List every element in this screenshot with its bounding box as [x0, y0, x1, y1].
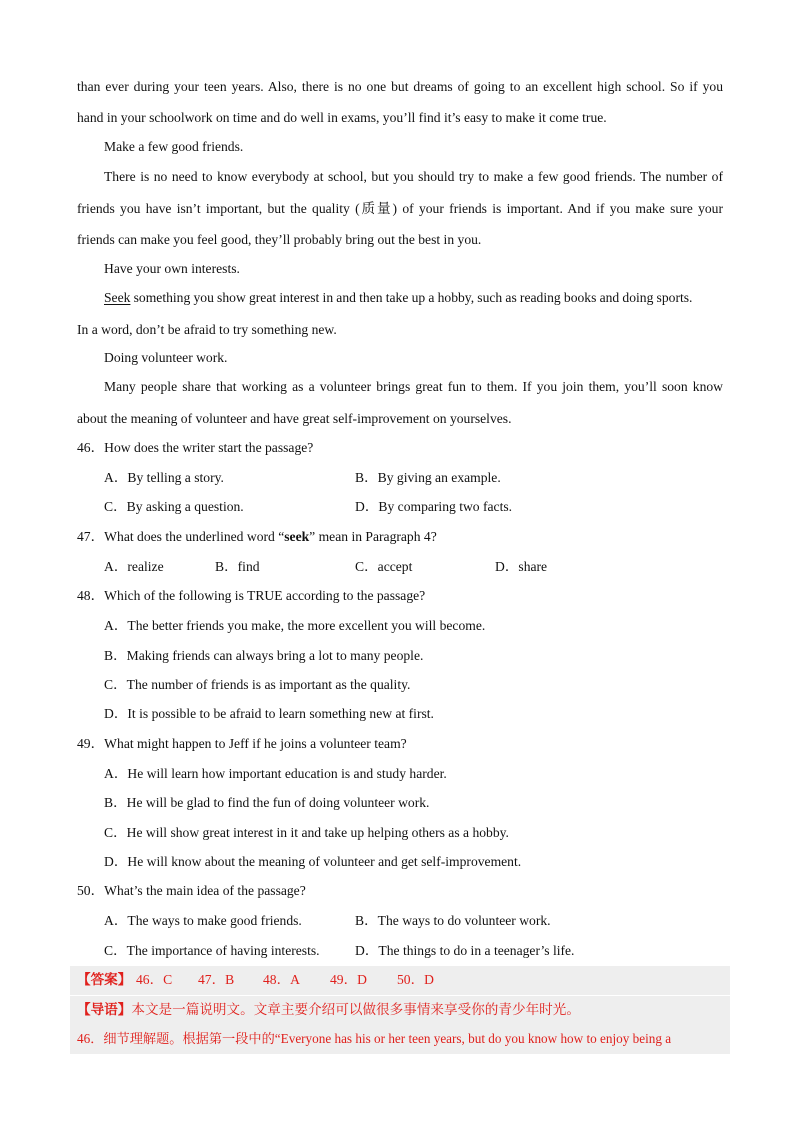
option-b: B．He will be glad to find the fun of doing volunteer work. — [104, 795, 430, 810]
paragraph-heading: Make a few good friends. — [104, 139, 244, 154]
answer-item: 47．B — [198, 972, 235, 987]
passage-line: hand in your schoolwork on time and do well in exams, you’ll find it’s easy to make it come true. — [77, 110, 607, 125]
question-stem: 48．Which of the following is TRUE according to the passage? — [77, 588, 426, 603]
option-d: D．He will know about the meaning of volunteer and get self-improvement. — [104, 854, 522, 869]
explanation-46: 46．细节理解题。根据第一段中的“Everyone has his or her teen years, but do you know how to enjoy being a — [77, 1031, 672, 1046]
passage-line-rest: something you show great interest in and then take up a hobby, such as reading books and doing sports. — [130, 290, 693, 305]
option-b: B．The ways to do volunteer work. — [355, 913, 551, 928]
guide-text: 本文是一篇说明文。文章主要介绍可以做很多事情来享受你的青少年时光。 — [131, 1002, 580, 1017]
paragraph-heading: Doing volunteer work. — [104, 350, 228, 365]
question-stem — [77, 527, 437, 547]
stem-bold-word: seek — [284, 529, 310, 544]
answer-item: 46．C — [136, 972, 173, 987]
passage-line: In a word, don’t be afraid to try something new. — [77, 322, 337, 337]
option-d: D．The things to do in a teenager’s life. — [355, 943, 575, 958]
option-d: D．By comparing two facts. — [355, 499, 513, 514]
answer-item: 48．A — [263, 972, 301, 987]
underlined-word: Seek — [104, 290, 131, 305]
guide-line — [77, 1000, 580, 1020]
stem-text: 47．What does the underlined word “ — [77, 529, 285, 544]
option-a: A．realize — [104, 559, 164, 574]
option-a: A．He will learn how important education is and study harder. — [104, 766, 447, 781]
option-a: A．The better friends you make, the more excellent you will become. — [104, 618, 486, 633]
paragraph-heading: Have your own interests. — [104, 261, 240, 276]
option-d: D．It is possible to be afraid to learn something new at first. — [104, 706, 434, 721]
passage-line: friends can make you feel good, they’ll probably bring out the best in you. — [77, 232, 482, 247]
passage-line: than ever during your teen years. Also, there is no one but dreams of going to an excellent high school. So if you — [77, 79, 723, 94]
passage-line — [104, 288, 692, 308]
stem-text: ” mean in Paragraph 4? — [309, 529, 437, 544]
passage-line: friends you have isn’t important, but the quality (质量) of your friends is important. And if you make sure your — [77, 201, 723, 216]
option-a: A．By telling a story. — [104, 470, 224, 485]
option-c: C．The importance of having interests. — [104, 943, 320, 958]
answer-label: 【答案】 — [77, 972, 132, 987]
option-c: C．By asking a question. — [104, 499, 244, 514]
passage-line: about the meaning of volunteer and have great self-improvement on yourselves. — [77, 411, 512, 426]
option-d: D．share — [495, 559, 548, 574]
guide-label: 【导语】 — [77, 1002, 132, 1017]
option-b: B．find — [215, 559, 260, 574]
question-stem: 49．What might happen to Jeff if he joins a volunteer team? — [77, 736, 407, 751]
option-c: C．accept — [355, 559, 413, 574]
question-stem: 50．What’s the main idea of the passage? — [77, 883, 306, 898]
option-a: A．The ways to make good friends. — [104, 913, 302, 928]
answer-item: 50．D — [397, 972, 435, 987]
option-b: B．By giving an example. — [355, 470, 501, 485]
passage-line: Many people share that working as a volunteer brings great fun to them. If you join them, you’ll soon know — [104, 379, 723, 394]
option-c: C．The number of friends is as important as the quality. — [104, 677, 411, 692]
answer-item: 49．D — [330, 972, 368, 987]
option-b: B．Making friends can always bring a lot to many people. — [104, 648, 424, 663]
passage-line: There is no need to know everybody at school, but you should try to make a few good friends. The number of — [104, 169, 723, 184]
option-c: C．He will show great interest in it and take up helping others as a hobby. — [104, 825, 509, 840]
question-stem: 46．How does the writer start the passage? — [77, 440, 314, 455]
